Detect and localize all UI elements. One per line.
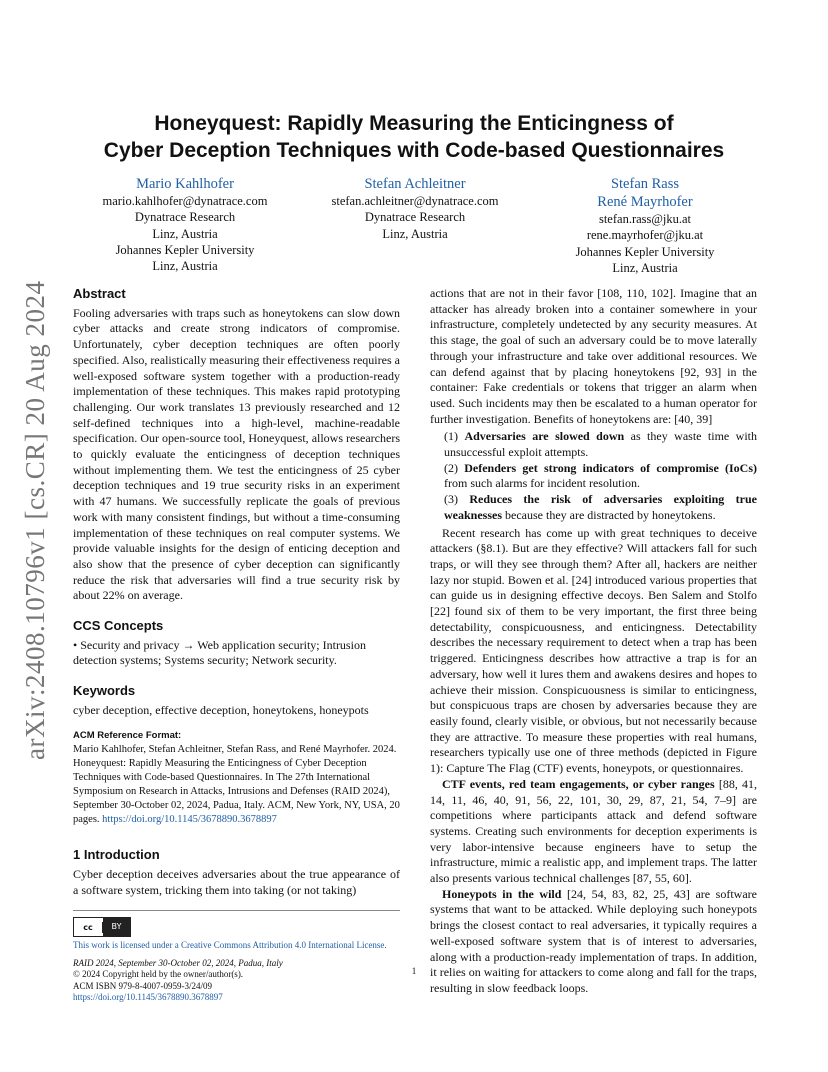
- intro-text: Cyber deception deceives adversaries about the true appearance of a software system, tricking them into taking (or not taking): [73, 866, 400, 897]
- intro-paragraph-4: Honeypots in the wild [24, 54, 83, 82, 25, 43] are software systems that want to be attacked. While deploying such honeypots brings the closest contact to real adversaries, it typically requires a well-exposed software system that is of interest to adversaries, along with a production-ready implementation of traps. In addition, it relies on waiting for attackers to come along and fall for the traps, resulting in slow feedback loops.: [430, 886, 757, 995]
- list-item: (1) Adversaries are slowed down as they waste time with unsuccessful exploit attempts.: [444, 429, 758, 460]
- author-location: Linz, Austria: [612, 260, 678, 275]
- arxiv-stamp: arXiv:2408.10796v1 [cs.CR] 20 Aug 2024: [20, 280, 50, 760]
- author-block: [72, 175, 758, 276]
- page-number: 1: [411, 966, 417, 976]
- author-affiliation: Dynatrace Research: [134, 210, 236, 225]
- paper-title: [0, 110, 828, 164]
- abstract-heading: Abstract: [73, 286, 126, 301]
- cc-by-badge-icon: [73, 917, 131, 937]
- intro-paragraph-1: actions that are not in their favor [108, 110, 102]. Imagine that an attacker has already broken into a container somewhere in your infrastructure, completely undetected by any security measures. At this stage, the goal of such an adversary could be to move laterally through your infrastructure and take over additional resources. We can defend against that by placing honeytokens [92, 93] in the container: Fake credentials or tokens that trigger an alarm when used. Such incidents may then be escalated to a human operator for further investigation. Benefits of honeytokens are: [40, 39]: [430, 286, 757, 426]
- author-1: [72, 175, 298, 276]
- author-affiliation: Johannes Kepler University: [115, 242, 255, 257]
- title-line-1: Honeyquest: Rapidly Measuring the Enticingness of: [154, 112, 674, 135]
- author-email: mario.kahlhofer@dynatrace.com: [102, 194, 268, 208]
- author-location: Linz, Austria: [152, 259, 218, 274]
- author-name: René Mayrhofer: [597, 194, 693, 210]
- author-email: rene.mayrhofer@jku.at: [586, 228, 704, 243]
- author-2: [302, 175, 528, 276]
- keywords-heading: Keywords: [73, 683, 136, 699]
- title-line-2: Cyber Deception Techniques with Code-based Questionnaires: [103, 139, 725, 162]
- ccs-text: • Security and privacy → Web application security; Intrusion detection systems; Systems security; Network security.: [73, 637, 366, 668]
- author-affiliation: Johannes Kepler University: [575, 244, 715, 259]
- right-column: [430, 286, 757, 997]
- acm-reference-text: Mario Kahlhofer, Stefan Achleitner, Stefan Rass, and René Mayrhofer. 2024. Honeyquest: Rapidly Measuring the Enticingness of Cyber Deception Techniques with Code-based Questionnaires. In The 27th International Symposium on Research in Attacks, Intrusions and Defenses (RAID 2024), September 30-October 02, 2024, Padua, Italy. ACM, New York, NY, USA, 20 pages.: [73, 744, 400, 826]
- ccs-heading: CCS Concepts: [73, 618, 164, 634]
- intro-heading: 1 Introduction: [73, 847, 160, 863]
- author-email: stefan.achleitner@dynatrace.com: [331, 194, 499, 208]
- author-3: [532, 175, 758, 276]
- author-location: Linz, Austria: [152, 226, 218, 241]
- author-name: Stefan Achleitner: [364, 176, 466, 192]
- acm-reference-doi-link[interactable]: https://doi.org/10.1145/3678890.3678897: [102, 814, 277, 826]
- list-item: (2) Defenders get strong indicators of compromise (IoCs) from such alarms for incident resolution.: [444, 460, 758, 491]
- cc-license-link[interactable]: This work is licensed under a Creative Commons Attribution 4.0 International License.: [73, 940, 387, 951]
- intro-paragraph-3: CTF events, red team engagements, or cyber ranges [88, 41, 14, 11, 46, 40, 91, 56, 22, 101, 30, 29, 87, 21, 54, 7–9] are competitions where participants attack and defend software systems. Creating such environments for deception experiments is very labor-intensive because engineers have to setup the infrastructure, mimic a realistic app, and implement traps. The latter also presents various technical challenges [87, 55, 60].: [430, 776, 757, 886]
- venue-line: RAID 2024, September 30-October 02, 2024, Padua, Italy: [73, 957, 283, 968]
- list-item: (3) Reduces the risk of adversaries exploiting true weaknesses because they are distracted by honeytokens.: [444, 492, 757, 522]
- author-location: Linz, Austria: [382, 226, 448, 241]
- author-name: Mario Kahlhofer: [136, 176, 234, 192]
- left-column: [73, 286, 400, 1004]
- author-email: stefan.rass@jku.at: [598, 212, 692, 226]
- doi-link[interactable]: https://doi.org/10.1145/3678890.3678897: [73, 992, 223, 1003]
- acm-reference: [73, 743, 400, 827]
- cc-badge-by: BY: [103, 918, 130, 936]
- author-affiliation: Dynatrace Research: [364, 210, 466, 225]
- copyright-line: © 2024 Copyright held by the owner/author(s).: [73, 969, 244, 980]
- keywords-text: cyber deception, effective deception, honeytokens, honeypots: [73, 702, 369, 717]
- intro-paragraph-2: Recent research has come up with great techniques to deceive attackers (§8.1). But are they effective? Will attackers fall for such traps, or will they see through them? After all, hackers are neither lazy nor stupid. Bowen et al. [24] introduced various properties that can guide us in designing effective decoys. Ben Salem and Stolfo [22] found six of them to be very important, the first three being detectability, conspicuousness, and enticingness. Detectability describes the necessary requirement to detect when a trap has been triggered. Enticingness describes how attractive a trap is for an adversary, how well it lures them and awakens desires and hopes to achieve their mission. Conspicuousness is similar to enticingness, but conspicuous traps are chosen by adversaries because they are easily found, clearly visible, or obvious, but not necessarily because they are attractive. To measure these properties with real humans, researchers typically use one of three methods (depicted in Figure 1): Capture The Flag (CTF) events, honeypots, or questionnaires.: [430, 525, 757, 776]
- isbn-line: ACM ISBN 979-8-4007-0959-3/24/09: [73, 980, 212, 991]
- license-block: [73, 910, 400, 1004]
- publication-meta: [73, 958, 400, 1004]
- abstract-text: Fooling adversaries with traps such as honeytokens can slow down cyber attacks and create strong indicators of compromise. Unfortunately, cyber deception techniques are often poorly specified. Also, realistically measuring their effectiveness requires a well-exposed software system together with a production-ready implementation of these techniques. This makes rapid prototyping challenging. Our work translates 13 previously researched and 12 self-defined techniques into a high-level, machine-readable specification. Our open-source tool, Honeyquest, allows researchers to quickly evaluate the enticingness of deception techniques without implementing them. We test the enticingness of 25 cyber deception techniques and 19 true security risks in an experiment with 47 humans. We successfully replicate the goals of previous work with many consistent findings, but without a time-consuming implementation of these techniques on real computer systems. We provide valuable insights for the design of enticing deception and also show that the presence of cyber deception can significantly reduce the risk that adversaries will find a true security risk by about 22% on average.: [73, 305, 400, 603]
- acm-reference-heading: ACM Reference Format:: [73, 729, 182, 741]
- benefits-list: [430, 429, 757, 523]
- cc-badge-cc: cc: [74, 922, 103, 934]
- author-name: Stefan Rass: [610, 176, 680, 192]
